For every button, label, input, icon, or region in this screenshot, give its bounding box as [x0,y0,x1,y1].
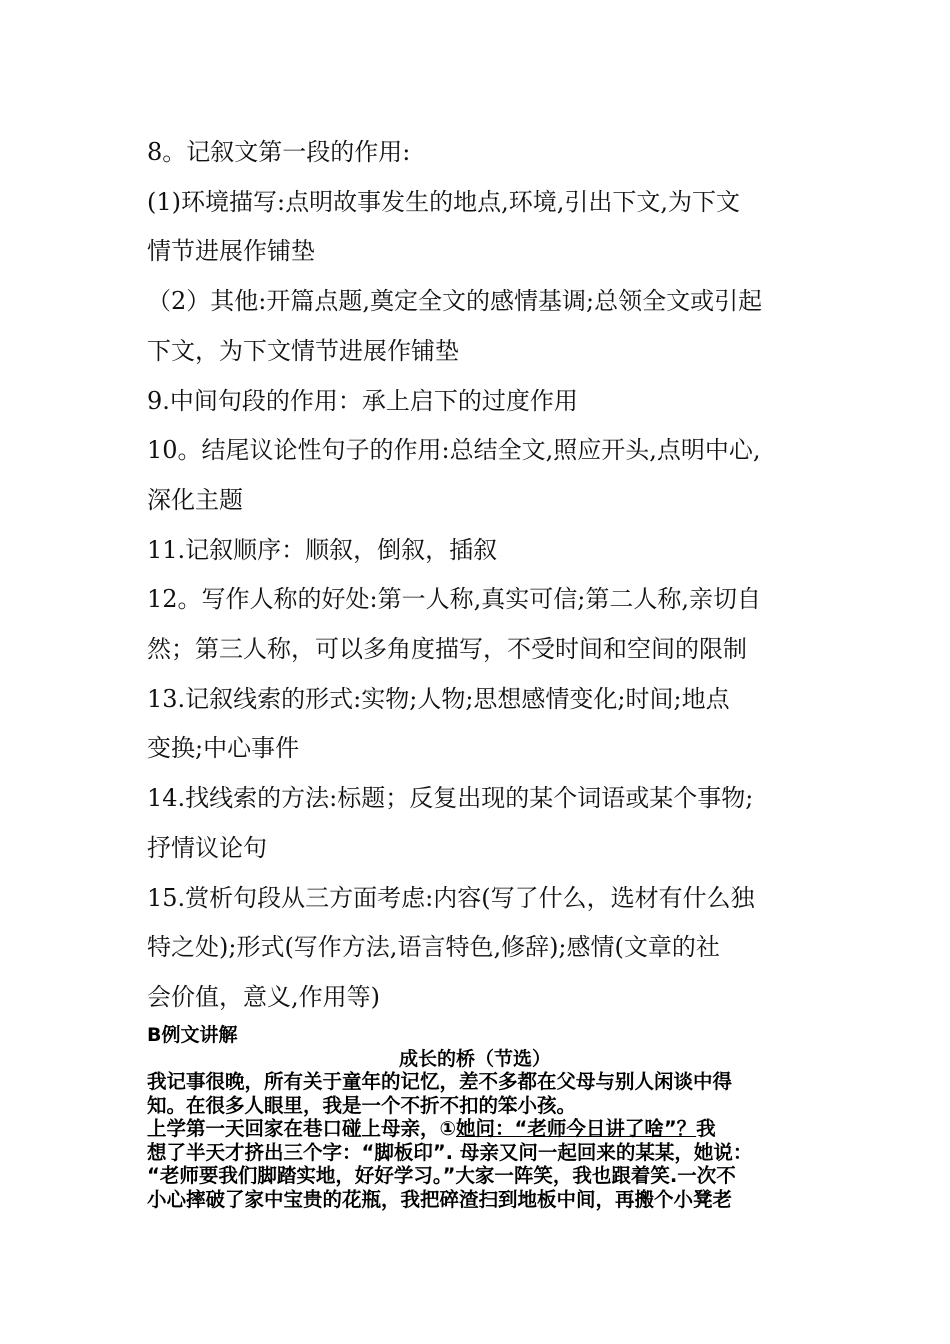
note-line: 15.赏析句段从三方面考虑:内容(写了什么，选材有什么独 [147,883,755,912]
article-text: 我 [696,1117,716,1141]
article-line: 想了半天才挤出三个字：“脚板印”. 母亲又问一起回来的某某，她说： [147,1140,753,1164]
section-heading: B例文讲解 [147,1024,238,1046]
note-line: 会价值，意义,作用等) [147,982,380,1011]
note-line: 深化主题 [147,485,243,514]
note-line: 14.找线索的方法:标题；反复出现的某个词语或某个事物; [147,784,754,813]
note-line: 特之处);形式(写作方法,语言特色,修辞);感情(文章的社 [147,933,720,962]
note-line: 变换;中心事件 [147,734,300,763]
note-line: 抒情议论句 [147,833,267,862]
underlined-quote: 她问：“老师今日讲了啥”？ [456,1117,697,1141]
note-line: 10。结尾议论性句子的作用:总结全文,照应开头,点明中心, [147,436,761,465]
article-line: 小心摔破了家中宝贵的花瓶，我把碎渣扫到地板中间，再搬个小凳老 [147,1187,733,1211]
note-line: 11.记叙顺序：顺叙，倒叙，插叙 [147,535,498,564]
article-line: 我记事很晚，所有关于童年的记忆，差不多都在父母与别人闲谈中得 [147,1070,733,1093]
note-line: 13.记叙线索的形式:实物;人物;思想感情变化;时间;地点 [147,684,730,713]
note-line: 然；第三人称，可以多角度描写，不受时间和空间的限制 [147,635,747,664]
article-line: 知。在很多人眼里，我是一个不折不扣的笨小孩。 [147,1093,577,1117]
note-line: (1)环境描写:点明故事发生的地点,环境,引出下文,为下文 [147,187,740,216]
article-line [147,1117,817,1141]
note-line: 下文，为下文情节进展作铺垫 [147,336,459,365]
article-text: 上学第一天回家在巷口碰上母亲，① [147,1117,457,1141]
note-line: （2）其他:开篇点题,奠定全文的感情基调;总领全文或引起 [147,287,763,316]
article-body [147,1070,817,1212]
note-line: 12。写作人称的好处:第一人称,真实可信;第二人称,亲切自 [147,585,761,614]
notes-section [147,128,827,1023]
note-line: 情节进展作铺垫 [147,237,315,266]
article-title: 成长的桥（节选） [398,1048,551,1070]
article-line: “老师要我们脚踏实地，好好学习。”大家一阵笑，我也跟着笑.一次不 [147,1164,736,1188]
note-line: 8。记叙文第一段的作用: [147,138,411,166]
note-line: 9.中间句段的作用：承上启下的过度作用 [147,386,578,415]
